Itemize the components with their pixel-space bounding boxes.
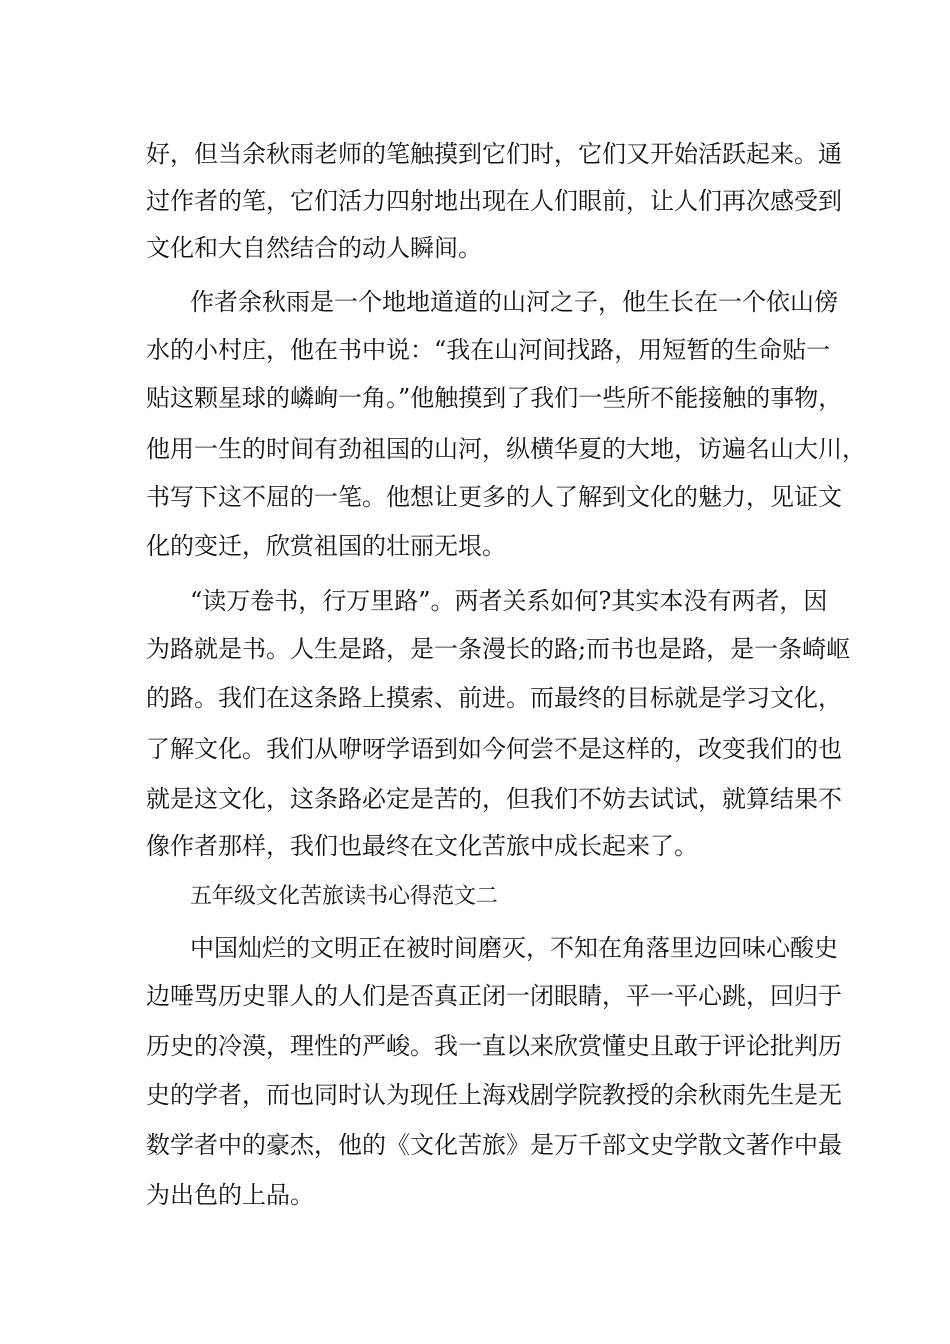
paragraph-1-line-1: 好，但当余秋雨老师的笔触摸到它们时，它们又开始活跃起来。通 — [146, 140, 842, 168]
paragraph-3-line-1: “读万卷书，行万里路”。两者关系如何?其实本没有两者，因 — [190, 587, 828, 615]
paragraph-2-line-1: 作者余秋雨是一个地地道道的山河之子，他生长在一个依山傍 — [190, 288, 838, 316]
paragraph-4-line-4: 史的学者，而也同时认为现任上海戏剧学院教授的余秋雨先生是无 — [146, 1081, 842, 1109]
paragraph-2-line-4: 他用一生的时间有劲祖国的山河，纵横华夏的大地，访遍名山大川， — [146, 435, 866, 463]
paragraph-3-line-6: 像作者那样，我们也最终在文化苦旅中成长起来了。 — [146, 832, 698, 860]
paragraph-1-line-3: 文化和大自然结合的动人瞬间。 — [146, 234, 482, 262]
paragraph-3-line-4: 了解文化。我们从咿呀学语到如今何尝不是这样的，改变我们的也 — [146, 735, 842, 763]
paragraph-4-line-6: 为出色的上品。 — [146, 1181, 314, 1209]
paragraph-3-line-3: 的路。我们在这条路上摸索、前进。而最终的目标就是学习文化， — [146, 684, 842, 712]
paragraph-4-line-3: 历史的冷漠，理性的严峻。我一直以来欣赏懂史且敢于评论批判历 — [146, 1032, 842, 1060]
paragraph-2-line-6: 化的变迁，欣赏祖国的壮丽无垠。 — [146, 532, 506, 560]
paragraph-3-line-2: 为路就是书。人生是路，是一条漫长的路;而书也是路，是一条崎岖 — [146, 635, 851, 663]
paragraph-4-line-5: 数学者中的豪杰，他的《文化苦旅》是万千部文史学散文著作中最 — [146, 1131, 842, 1159]
paragraph-2-line-2: 水的小村庄，他在书中说：“我在山河间找路，用短暂的生命贴一 — [146, 336, 831, 364]
paragraph-4-line-1: 中国灿烂的文明正在被时间磨灭，不知在角落里边回味心酸史 — [190, 934, 838, 962]
paragraph-2-line-5: 书写下这不屈的一笔。他想让更多的人了解到文化的魅力，见证文 — [146, 483, 842, 511]
paragraph-4-line-2: 边唾骂历史罪人的人们是否真正闭一闭眼睛，平一平心跳，回归于 — [146, 982, 842, 1010]
paragraph-3-line-5: 就是这文化，这条路必定是苦的，但我们不妨去试试，就算结果不 — [146, 785, 842, 813]
paragraph-1-line-2: 过作者的笔，它们活力四射地出现在人们眼前，让人们再次感受到 — [146, 187, 842, 215]
paragraph-2-line-3: 贴这颗星球的嶙峋一角。”他触摸到了我们一些所不能接触的事物， — [146, 384, 843, 412]
section-heading: 五年级文化苦旅读书心得范文二 — [190, 884, 499, 909]
